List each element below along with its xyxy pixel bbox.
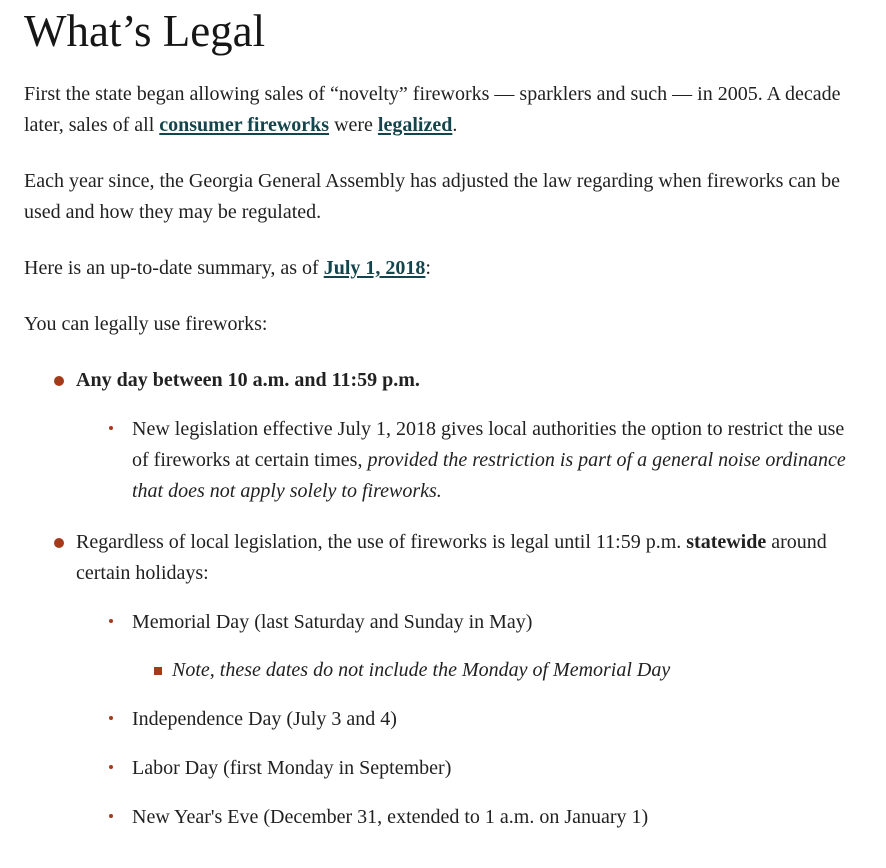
intro-text-3: . <box>452 113 458 136</box>
summary-paragraph <box>24 253 862 284</box>
bullet-circle-icon <box>109 765 113 769</box>
page-title: What’s Legal <box>24 6 266 56</box>
list-item-holidays <box>76 527 862 833</box>
consumer-fireworks-link[interactable]: consumer fireworks <box>159 113 330 136</box>
new-years-eve-text: New Year's Eve (December 31, extended to 1 a.m. on January 1) <box>132 805 649 828</box>
list-item-any-day <box>76 365 862 507</box>
assembly-paragraph: Each year since, the Georgia General Assembly has adjusted the law regarding when fireworks can be used and how they may be regulated. <box>24 169 840 223</box>
july-1-2018-link[interactable]: July 1, 2018 <box>323 256 426 279</box>
intro-paragraph <box>24 79 862 141</box>
memorial-day-sublist <box>132 655 862 686</box>
intro-text-1: First the state began allowing sales of “novelty” fireworks — sparklers and such — in 2005. A decade later, sales of all <box>24 82 841 136</box>
lead-in-paragraph: You can legally use fireworks: <box>24 312 268 335</box>
list-item-memorial-note <box>172 655 862 686</box>
legal-use-list <box>24 365 862 833</box>
memorial-note-text: Note, these dates do not include the Monday of Memorial Day <box>172 658 671 681</box>
summary-text-1: Here is an up-to-date summary, as of <box>24 256 324 279</box>
bullet-square-icon <box>154 667 162 675</box>
bullet-circle-icon <box>109 716 113 720</box>
list-item-labor-day <box>132 753 862 784</box>
statewide-bold-text: statewide <box>686 530 767 553</box>
bullet-circle-icon <box>109 814 113 818</box>
list-item-memorial-day <box>132 607 862 686</box>
summary-text-2: : <box>425 256 431 279</box>
bullet-circle-icon <box>109 426 113 430</box>
labor-day-text: Labor Day (first Monday in September) <box>132 756 452 779</box>
noise-ordinance-italic-text: provided the restriction is part of a general noise ordinance that does not apply solely to fireworks. <box>132 448 846 502</box>
bullet-disc-icon <box>54 538 64 548</box>
holidays-text-1: Regardless of local legislation, the use of fireworks is legal until 11:59 p.m. <box>76 530 687 553</box>
bullet-circle-icon <box>109 619 113 623</box>
independence-day-text: Independence Day (July 3 and 4) <box>132 707 397 730</box>
bullet-disc-icon <box>54 376 64 386</box>
list-item-independence-day <box>132 704 862 735</box>
list-item-new-years-eve <box>132 802 862 833</box>
new-legislation-text: New legislation effective July 1, 2018 gives local authorities the option to restrict the use of fireworks at certain times, <box>132 417 845 471</box>
holidays-text-2: around certain holidays: <box>76 530 827 584</box>
intro-text-2: were <box>329 113 378 136</box>
list-item-new-legislation <box>132 414 862 507</box>
any-day-text: Any day between 10 a.m. and 11:59 p.m. <box>76 368 420 391</box>
legalized-link[interactable]: legalized <box>377 113 453 136</box>
any-day-sublist <box>76 414 862 507</box>
holidays-sublist <box>76 607 862 833</box>
memorial-day-text: Memorial Day (last Saturday and Sunday in May) <box>132 610 533 633</box>
